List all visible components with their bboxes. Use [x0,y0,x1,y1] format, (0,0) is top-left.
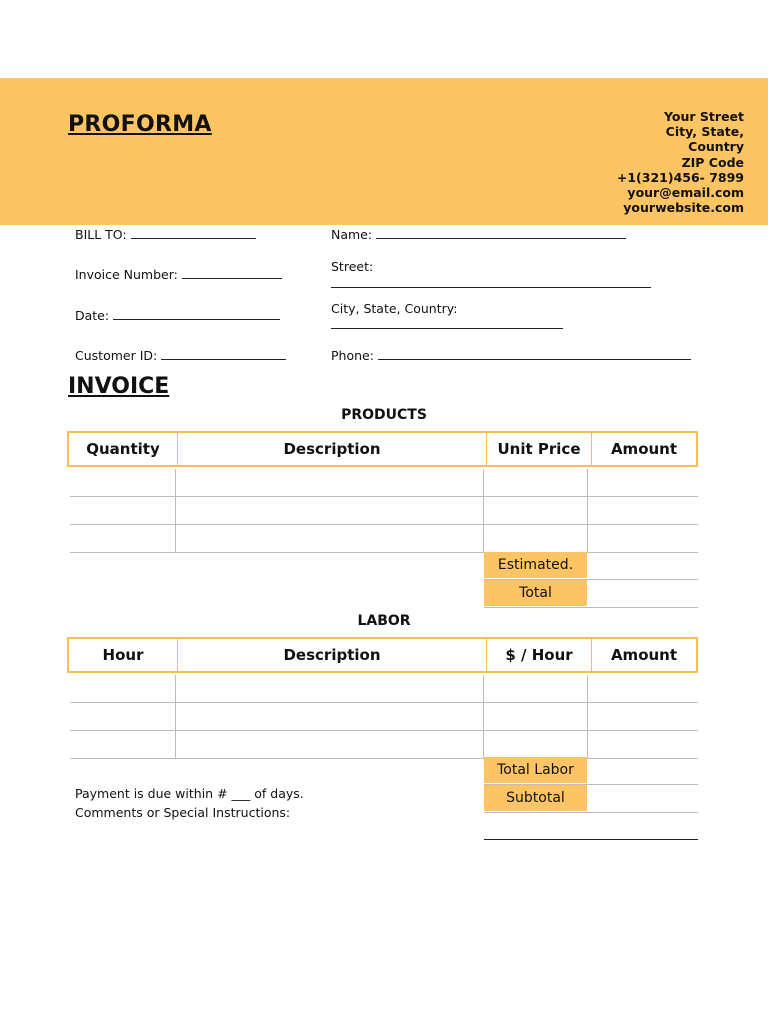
table-row [70,525,698,553]
comments-label: Comments or Special Instructions: [75,805,291,820]
hour-cell[interactable] [70,675,176,702]
invoice-number-label: Invoice Number: [75,267,178,282]
labor-table-body [70,675,698,759]
address-website: yourwebsite.com [623,200,744,216]
phone-blank[interactable] [378,348,691,360]
amount-cell[interactable] [588,731,698,758]
address-zip: ZIP Code [681,154,744,170]
products-col-description: Description [178,433,487,465]
description-cell[interactable] [176,731,484,758]
subtotal-row [484,785,698,813]
description-cell[interactable] [176,703,484,730]
payment-terms: Payment is due within # ___ of days. [75,786,304,801]
total-label: Total [484,580,587,607]
phone-field[interactable] [331,348,691,363]
labor-section-title: LABOR [357,613,411,629]
unit-price-cell[interactable] [484,497,588,524]
table-row [70,703,698,731]
total-value[interactable] [587,580,698,607]
amount-cell[interactable] [588,525,698,552]
total-row [484,580,698,608]
address-country: Country [688,139,744,155]
labor-col-amount: Amount [610,646,678,664]
bill-to-blank[interactable] [131,227,256,239]
products-section-title: PRODUCTS [341,407,427,423]
table-row [70,731,698,759]
total-labor-label: Total Labor [484,757,587,784]
address-email: your@email.com [627,185,744,201]
products-col-quantity: Quantity [69,433,178,465]
rate-cell[interactable] [484,731,588,758]
table-row [70,497,698,525]
quantity-cell[interactable] [70,469,176,496]
unit-price-cell[interactable] [484,525,588,552]
street-label: Street: [331,259,374,274]
products-table-header [67,431,698,467]
description-cell[interactable] [176,525,484,552]
total-labor-value[interactable] [587,757,698,784]
city-state-country-label: City, State, Country: [331,301,458,316]
customer-id-blank[interactable] [161,348,286,360]
company-address [617,109,744,215]
hour-cell[interactable] [70,703,176,730]
products-table-body [70,469,698,553]
labor-col-description: Description [178,639,487,671]
street-blank[interactable] [331,287,651,288]
name-blank[interactable] [376,227,626,239]
rate-cell[interactable] [484,703,588,730]
labor-col-rate: $ / Hour [487,639,592,671]
date-blank[interactable] [113,308,280,320]
labor-col-hour: Hour [69,639,178,671]
amount-cell[interactable] [588,703,698,730]
subtotal-label: Subtotal [484,785,587,812]
invoice-number-field[interactable] [75,267,282,282]
description-cell[interactable] [176,469,484,496]
amount-cell[interactable] [588,469,698,496]
city-state-country-blank[interactable] [331,328,563,329]
estimated-row [484,552,698,580]
name-label: Name: [331,227,373,242]
rate-cell[interactable] [484,675,588,702]
estimated-value[interactable] [587,552,698,579]
products-col-unit-price: Unit Price [487,433,592,465]
invoice-heading: INVOICE [68,374,170,399]
amount-cell[interactable] [588,675,698,702]
name-field[interactable] [331,227,626,242]
date-label: Date: [75,308,110,323]
estimated-label: Estimated. [484,552,587,579]
date-field[interactable] [75,308,280,323]
total-labor-row [484,757,698,785]
unit-price-cell[interactable] [484,469,588,496]
labor-table-header [67,637,698,673]
amount-cell[interactable] [588,497,698,524]
quantity-cell[interactable] [70,525,176,552]
description-cell[interactable] [176,497,484,524]
customer-id-field[interactable] [75,348,286,363]
bill-to-field[interactable] [75,227,256,242]
address-city-state: City, State, [665,124,744,140]
quantity-cell[interactable] [70,497,176,524]
document-title: PROFORMA [68,112,212,137]
hour-cell[interactable] [70,731,176,758]
invoice-number-blank[interactable] [182,267,282,279]
phone-label: Phone: [331,348,374,363]
address-phone: +1(321)456- 7899 [616,169,744,185]
address-street: Your Street [664,109,744,124]
table-row [70,469,698,497]
description-cell[interactable] [176,675,484,702]
subtotal-value[interactable] [587,785,698,812]
table-row [70,675,698,703]
bill-to-label: BILL TO: [75,227,127,242]
customer-id-label: Customer ID: [75,348,158,363]
final-total-line[interactable] [484,839,698,840]
products-col-amount: Amount [610,440,678,458]
